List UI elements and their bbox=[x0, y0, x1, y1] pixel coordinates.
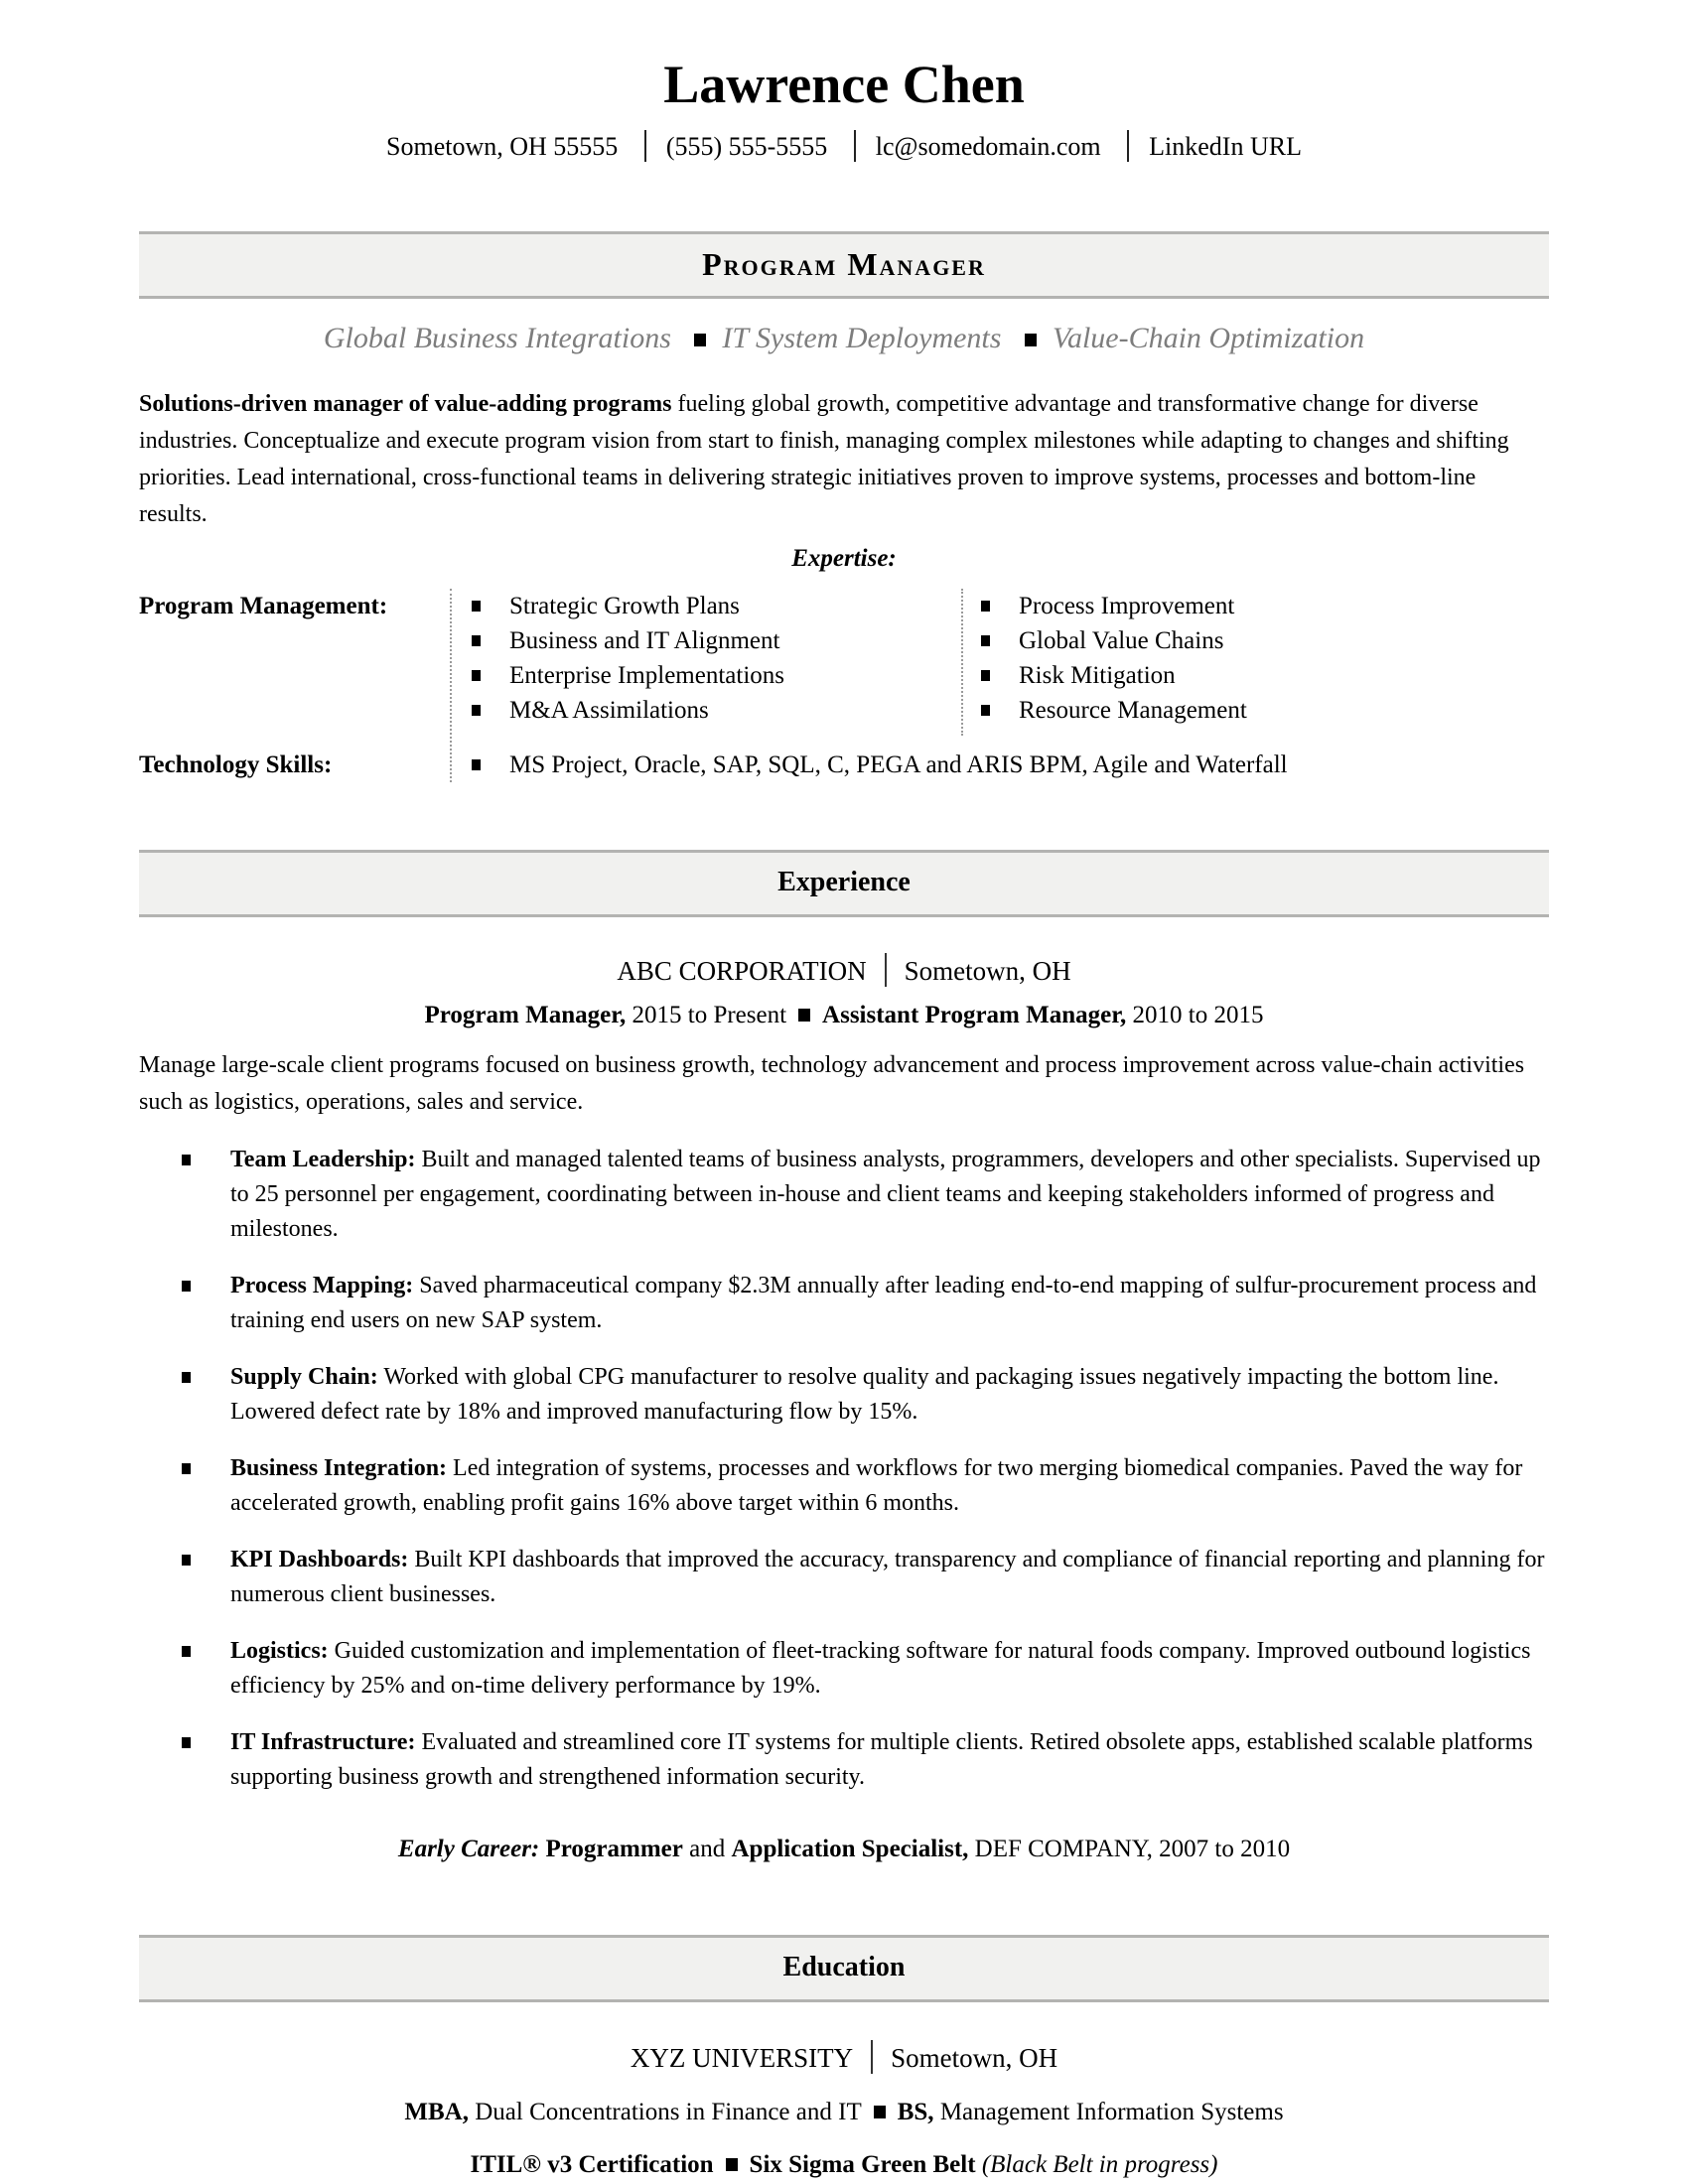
square-bullet-icon bbox=[182, 1646, 191, 1657]
square-bullet-icon bbox=[472, 601, 481, 612]
square-bullet-icon bbox=[472, 705, 481, 716]
contact-item: LinkedIn URL bbox=[1107, 132, 1302, 161]
expertise-item bbox=[472, 748, 1549, 782]
expertise-item-text: Process Improvement bbox=[1019, 593, 1235, 619]
certification-name: ITIL® v3 Certification bbox=[470, 2151, 714, 2178]
contact-item: lc@somedomain.com bbox=[834, 132, 1101, 161]
expertise-item bbox=[472, 589, 961, 623]
bullet-text: Led integration of systems, processes and workflows for two merging biomedical companies. Paved the way for accelerated growth, enabling profit gains 16% above target within 6 months. bbox=[230, 1455, 1523, 1516]
bullet-label: IT Infrastructure: bbox=[230, 1729, 416, 1755]
expertise-item-text: Global Value Chains bbox=[1019, 627, 1224, 654]
square-separator-icon bbox=[798, 1009, 810, 1022]
early-career-company: DEF COMPANY, 2007 to 2010 bbox=[968, 1836, 1291, 1862]
expertise-item-text: M&A Assimilations bbox=[509, 697, 709, 724]
page-title: Lawrence Chen bbox=[663, 55, 1025, 114]
experience-bullet-item bbox=[139, 1543, 1549, 1612]
expertise-item-text: MS Project, Oracle, SAP, SQL, C, PEGA and ARIS BPM, Agile and Waterfall bbox=[509, 751, 1288, 778]
early-career-role: Programmer bbox=[545, 1836, 683, 1862]
company-name: ABC CORPORATION bbox=[617, 956, 867, 986]
expertise-item-text: Business and IT Alignment bbox=[509, 627, 780, 654]
square-bullet-icon bbox=[981, 670, 990, 681]
bullet-label: Supply Chain: bbox=[230, 1364, 378, 1390]
square-bullet-icon bbox=[182, 1281, 191, 1292]
tagline-item: IT System Deployments bbox=[678, 322, 1001, 354]
bullet-paragraph bbox=[230, 1725, 1549, 1795]
expertise-item-text: Risk Mitigation bbox=[1019, 662, 1176, 689]
square-bullet-icon bbox=[182, 1555, 191, 1566]
bullet-paragraph bbox=[230, 1634, 1549, 1704]
square-bullet-icon bbox=[981, 635, 990, 646]
square-bullet-icon bbox=[981, 601, 990, 612]
experience-bullet-list bbox=[139, 1143, 1549, 1795]
tagline-item: Value-Chain Optimization bbox=[1009, 322, 1364, 354]
square-bullet-icon bbox=[472, 759, 481, 770]
experience-bullet-item bbox=[139, 1360, 1549, 1430]
experience-intro: Manage large-scale client programs focused on business growth, technology advancement and process improvement across value-chain activities such as logistics, operations, sales and service. bbox=[139, 1052, 1525, 1115]
expertise-row-technology-skills bbox=[139, 748, 1549, 782]
square-bullet-icon bbox=[182, 1463, 191, 1474]
contact-item: (555) 555-5555 bbox=[625, 132, 827, 161]
role-title: Program Manager, bbox=[424, 1002, 627, 1028]
square-separator-icon bbox=[726, 2158, 738, 2171]
education-section-band bbox=[139, 1935, 1549, 2002]
degree-line bbox=[139, 2094, 1549, 2130]
bullet-text: Worked with global CPG manufacturer to resolve quality and packaging issues negatively impacting the bottom line. Lowered defect rate by 18% and improved manufacturing flow by 15%. bbox=[230, 1364, 1499, 1425]
expertise-label: Program Management: bbox=[139, 593, 388, 619]
expertise-item bbox=[981, 589, 1549, 623]
expertise-label: Technology Skills: bbox=[139, 751, 333, 778]
degree-text: Dual Concentrations in Finance and IT bbox=[468, 2099, 862, 2125]
contact-line bbox=[139, 130, 1549, 164]
experience-section-band bbox=[139, 850, 1549, 917]
certification-note: (Black Belt in progress) bbox=[975, 2151, 1218, 2178]
expertise-item bbox=[472, 623, 961, 658]
tagline-item: Global Business Integrations bbox=[323, 322, 671, 354]
expertise-item-text: Enterprise Implementations bbox=[509, 662, 785, 689]
bullet-text: Guided customization and implementation of fleet-tracking software for natural foods company. Improved outbound logistics efficiency by 25% and on-time delivery performance by 19%. bbox=[230, 1638, 1531, 1699]
degree-label: BS, bbox=[897, 2099, 934, 2125]
expertise-item bbox=[472, 658, 961, 693]
dotted-divider bbox=[961, 589, 963, 736]
bullet-label: Business Integration: bbox=[230, 1455, 448, 1481]
vertical-bar-divider bbox=[885, 953, 887, 987]
expertise-row-program-management bbox=[139, 589, 1549, 728]
bullet-label: Team Leadership: bbox=[230, 1147, 416, 1172]
bullet-text: Built and managed talented teams of business analysts, programmers, developers and other specialists. Supervised up to 25 personnel per engagement, coordinating between in-house and client teams and keeping stakeholders informed of progress and milestones. bbox=[230, 1147, 1541, 1242]
square-bullet-icon bbox=[182, 1372, 191, 1383]
experience-bullet-item bbox=[139, 1269, 1549, 1338]
experience-heading: Experience bbox=[777, 867, 911, 897]
expertise-table bbox=[139, 589, 1549, 782]
bullet-paragraph bbox=[230, 1143, 1549, 1247]
bullet-label: Process Mapping: bbox=[230, 1273, 414, 1298]
experience-bullet-item bbox=[139, 1143, 1549, 1247]
bullet-label: KPI Dashboards: bbox=[230, 1547, 409, 1572]
roles-line bbox=[139, 997, 1549, 1033]
school-location: Sometown, OH bbox=[891, 2043, 1058, 2073]
early-career-label: Early Career: bbox=[397, 1836, 546, 1862]
bullet-text: Evaluated and streamlined core IT systems for multiple clients. Retired obsolete apps, established scalable platforms supporting business growth and strengthened information security. bbox=[230, 1729, 1533, 1790]
summary-rest: fueling global growth, competitive advantage and transformative change for diverse industries. Conceptualize and execute program vision from start to finish, managing complex milestones while adapting to changes and shifting priorities. Lead international, cross-functional teams in delivering strategic initiatives proven to improve systems, processes and bottom-line results. bbox=[139, 391, 1509, 527]
early-career-line bbox=[139, 1831, 1549, 1867]
bullet-text: Built KPI dashboards that improved the accuracy, transparency and compliance of financial reporting and planning for numerous client businesses. bbox=[230, 1547, 1545, 1607]
summary-lead: Solutions-driven manager of value-adding programs bbox=[139, 391, 672, 417]
expertise-column-2 bbox=[961, 589, 1549, 728]
dotted-divider bbox=[450, 589, 452, 782]
square-bullet-icon bbox=[182, 1155, 191, 1165]
bullet-paragraph bbox=[230, 1451, 1549, 1521]
square-bullet-icon bbox=[472, 670, 481, 681]
expertise-heading: Expertise: bbox=[791, 545, 897, 572]
expertise-column-1 bbox=[450, 589, 961, 728]
bullet-text: Saved pharmaceutical company $2.3M annually after leading end-to-end mapping of sulfur-procurement process and training end users on new SAP system. bbox=[230, 1273, 1537, 1333]
square-bullet-icon bbox=[472, 635, 481, 646]
bullet-label: Logistics: bbox=[230, 1638, 329, 1664]
tagline bbox=[139, 321, 1549, 356]
company-line bbox=[139, 951, 1549, 991]
certification-line bbox=[139, 2146, 1549, 2183]
title-banner bbox=[139, 231, 1549, 299]
degree-text: Management Information Systems bbox=[933, 2099, 1284, 2125]
square-separator-icon bbox=[874, 2106, 886, 2118]
experience-bullet-item bbox=[139, 1725, 1549, 1795]
role-dates: 2015 to Present bbox=[626, 1002, 787, 1028]
role-dates: 2010 to 2015 bbox=[1126, 1002, 1264, 1028]
expertise-tech-list bbox=[450, 748, 1549, 782]
expertise-item bbox=[981, 623, 1549, 658]
certification-name: Six Sigma Green Belt bbox=[749, 2151, 976, 2178]
early-career-role: Application Specialist, bbox=[731, 1836, 969, 1862]
bullet-paragraph bbox=[230, 1269, 1549, 1338]
summary-paragraph bbox=[139, 386, 1549, 533]
school-line bbox=[139, 2038, 1549, 2078]
contact-item: Sometown, OH 55555 bbox=[386, 132, 619, 161]
expertise-item-text: Strategic Growth Plans bbox=[509, 593, 740, 619]
experience-bullet-item bbox=[139, 1634, 1549, 1704]
square-bullet-icon bbox=[981, 705, 990, 716]
expertise-item bbox=[981, 658, 1549, 693]
bullet-paragraph bbox=[230, 1360, 1549, 1430]
expertise-item bbox=[472, 693, 961, 728]
education-heading: Education bbox=[782, 1952, 906, 1982]
role-title: Assistant Program Manager, bbox=[822, 1002, 1127, 1028]
square-bullet-icon bbox=[182, 1737, 191, 1748]
bullet-paragraph bbox=[230, 1543, 1549, 1612]
early-career-conjunction: and bbox=[682, 1836, 732, 1862]
company-location: Sometown, OH bbox=[904, 956, 1071, 986]
title-banner-text: Program Manager bbox=[702, 246, 986, 282]
school-name: XYZ UNIVERSITY bbox=[630, 2043, 854, 2073]
experience-bullet-item bbox=[139, 1451, 1549, 1521]
degree-label: MBA, bbox=[404, 2099, 469, 2125]
expertise-item bbox=[981, 693, 1549, 728]
vertical-bar-divider bbox=[871, 2040, 873, 2074]
expertise-item-text: Resource Management bbox=[1019, 697, 1247, 724]
